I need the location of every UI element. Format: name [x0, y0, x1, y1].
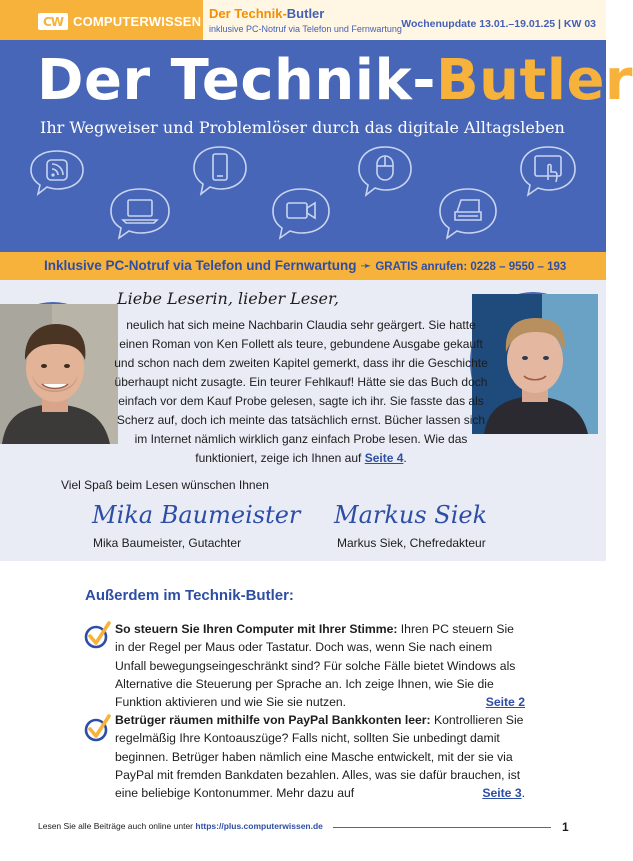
masthead-subtitle: Ihr Wegweiser und Problemlöser durch das digitale Alltagsleben [40, 118, 565, 137]
issue-title-b: Butler [286, 6, 325, 21]
hotline-label: Inklusive PC-Notruf via Telefon und Fernwartung ➛ [44, 258, 372, 273]
signature-caption-right: Markus Siek, Chefredakteur [337, 536, 486, 550]
mouse-icon [356, 144, 414, 200]
hotline-text [44, 258, 566, 274]
teaser-page-end: . [521, 786, 525, 801]
author-photo-left [0, 302, 116, 442]
letter-body-end: . [403, 451, 407, 465]
page-number: 1 [562, 820, 569, 834]
masthead-title-b: Butler [435, 48, 633, 113]
editorial-letter [0, 280, 606, 561]
portrait-young-man [0, 304, 118, 444]
letter-closing: Viel Spaß beim Lesen wünschen Ihnen [61, 478, 269, 492]
section-title: Außerdem im Technik-Butler: [85, 587, 294, 604]
footer-divider [333, 827, 551, 828]
smartphone-icon [191, 144, 249, 198]
issue-info [203, 0, 606, 40]
letter-greeting: Liebe Leserin, lieber Leser, [117, 289, 339, 308]
logo-mark [38, 13, 68, 30]
letter-page-link[interactable]: Seite 4 [364, 451, 404, 465]
logo-mark-text: CW [42, 14, 64, 29]
checkmark-icon [84, 713, 112, 743]
issue-date: Wochenupdate 13.01.–19.01.25 | KW 03 [401, 18, 596, 30]
teaser-text: Ihren PC steuern Sie in der Regel per Maus oder Tastatur. Doch was, wenn Sie nach einem Unfall bewegungseingeschränkt sind? Für solche Fälle bietet Windows als Alternative die Steuerung per Sprache an. Ich zeige Ihnen, wie Sie die Funktion aktivieren und wie Sie sie nutzen. [115, 622, 516, 710]
letter-body-text: neulich hat sich meine Nachbarin Claudia sehr geärgert. Sie hatte einen Roman von Ken Follett als teure, gebundene Ausgabe gekauft und schon nach dem zweiten Kapitel gemerkt, dass ihr die Geschichte überhaupt nicht zusagte. Ein teurer Fehlkauf! Hätte sie das Buch doch einfach vor dem Kauf Probe gelesen, sagte ich ihr. Sie fasste das als Scherz auf, doch ich meinte das tatsächlich ernst. Bücher lassen sich im Internet nämlich wirklich ganz einfach Probe lesen. Wie das funktioniert, zeige ich Ihnen auf [114, 318, 488, 465]
checkmark-icon [84, 620, 112, 650]
laptop-icon [108, 186, 172, 242]
brand-name: COMPUTERWISSEN [73, 14, 202, 29]
teaser-page-link[interactable]: Seite 2 [485, 695, 525, 710]
teaser-headline: Betrüger räumen mithilfe von PayPal Bankkonten leer: [115, 713, 431, 727]
signature-right: Markus Siek [334, 501, 488, 529]
teaser-item [115, 711, 525, 802]
masthead-title-a: Der Technik- [37, 48, 436, 113]
teaser-page-link[interactable]: Seite 3 [482, 786, 522, 801]
issue-title [209, 6, 324, 21]
teaser-page-ref [482, 784, 525, 802]
top-bar [0, 0, 606, 40]
letter-body [113, 316, 489, 468]
scanner-icon [437, 186, 499, 242]
signature-left: Mika Baumeister [92, 501, 301, 529]
footer-text: Lesen Sie alle Beiträge auch online unter [38, 821, 193, 831]
footer-url[interactable]: https://plus.computerwissen.de [195, 821, 323, 831]
issue-title-a: Der Technik- [209, 6, 287, 21]
portrait-man-blonde [472, 294, 598, 434]
hotline-number[interactable]: GRATIS anrufen: 0228 – 9550 – 193 [375, 261, 567, 273]
computerwissen-logo[interactable] [38, 13, 201, 30]
hotline-band [0, 252, 606, 280]
video-camera-icon [270, 186, 332, 242]
signature-caption-left: Mika Baumeister, Gutachter [93, 536, 242, 550]
teaser-headline: So steuern Sie Ihren Computer mit Ihrer Stimme: [115, 622, 398, 636]
hero-banner [0, 40, 633, 252]
wifi-icon [28, 148, 86, 198]
teaser-item [115, 620, 525, 711]
footer-note [38, 821, 323, 831]
tablet-touch-icon [518, 144, 578, 200]
issue-subtitle: inklusive PC-Notruf via Telefon und Fernwartung [209, 24, 402, 34]
teaser-text: Kontrollieren Sie regelmäßig Ihre Kontoauszüge? Falls nicht, sollten Sie unbedingt damit beginnen. Betrüger haben nämlich eine Masche entwickelt, mit der sie via PayPal mit fremden Bankdaten bezahlen. Alles, was sie dafür brauchen, ist eine beliebige Kontonummer. Mehr dazu auf [115, 713, 524, 801]
masthead-title [37, 48, 633, 113]
